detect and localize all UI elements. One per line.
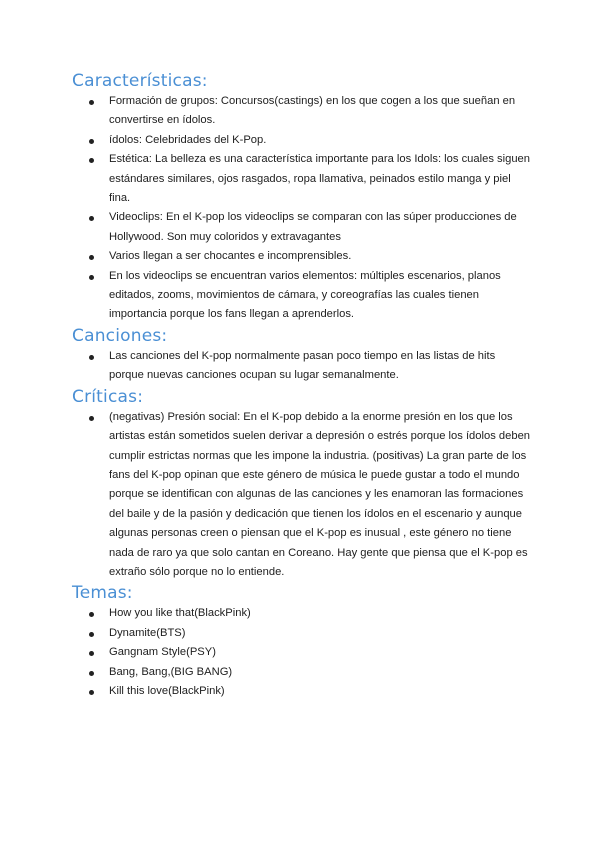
list-item-text: Kill this love(BlackPink) [109, 684, 225, 697]
list-item-text: Las canciones del K-pop normalmente pasan poco tiempo en las listas de hits porque nuevas canciones ocupan su lugar semanalmente. [109, 349, 496, 382]
heading-canciones: Canciones: [72, 325, 168, 346]
bullet-icon [89, 355, 94, 360]
list-item-text: ídolos: Celebridades del K-Pop. [109, 133, 267, 146]
list-item-text: En los videoclips se encuentran varios elementos: múltiples escenarios, planos editados, zooms, movimientos de cámara, y coreografías las cuales tienen importancia porque los fans llegan a aprenderlos. [109, 269, 501, 321]
bullet-icon [89, 275, 94, 280]
list-item [72, 643, 532, 662]
bullet-icon [89, 612, 94, 617]
list-item [72, 347, 532, 386]
bullet-icon [89, 632, 94, 637]
bullet-icon [89, 690, 94, 695]
list-item-text: Gangnam Style(PSY) [109, 646, 216, 659]
list-item-text: Formación de grupos: Concursos(castings) en los que cogen a los que sueñan en convertirse en ídolos. [109, 95, 516, 127]
heading-temas: Temas: [72, 583, 133, 604]
list-item [72, 624, 532, 643]
bullet-icon [89, 139, 94, 144]
list-temas [72, 604, 532, 701]
bullet-icon [89, 651, 94, 656]
heading-caracteristicas: Características: [72, 71, 208, 91]
list-item [72, 247, 532, 266]
list-item-text: Varios llegan a ser chocantes e incomprensibles. [109, 250, 352, 263]
list-item-text: Dynamite(BTS) [109, 626, 186, 639]
bullet-icon [89, 671, 94, 676]
bullet-icon [89, 216, 94, 221]
list-item-text: (negativas) Presión social: En el K-pop debido a la enorme presión en los que los artistas están sometidos suelen derivar a depresión o estrés porque los ídolos deben cumplir estrictas normas que les impone la industria. (positivas) La gran parte de los fans del K-pop opinan que este género de música le puede gustar a todo el mundo porque se identifican con algunas de las canciones y les enamoran las formaciones del baile y de la pasión y dedicación que tienen los ídolos en el escenario y aunque algunas personas creen o piensan que el K-pop es inusual , este género no tiene nada de raro ya que solo cantan en Coreano. Hay gente que piensa que el K-pop es extraño sólo porque no lo entiende. [109, 410, 531, 578]
list-criticas [72, 408, 532, 583]
list-item [72, 408, 532, 583]
list-canciones [72, 347, 532, 386]
bullet-icon [89, 416, 94, 421]
list-item [72, 208, 532, 247]
document-content [72, 70, 532, 701]
list-item [72, 267, 532, 325]
list-item [72, 131, 532, 150]
heading-criticas: Críticas: [72, 386, 144, 407]
list-item-text: How you like that(BlackPink) [109, 607, 251, 620]
list-item [72, 604, 532, 623]
list-item [72, 663, 532, 682]
list-item [72, 92, 532, 131]
list-item-text: Videoclips: En el K-pop los videoclips se comparan con las súper producciones de Hollywood. Son muy coloridos y extravagantes [109, 211, 517, 243]
bullet-icon [89, 100, 94, 105]
bullet-icon [89, 158, 94, 163]
list-item [72, 150, 532, 208]
list-item [72, 682, 532, 701]
list-item-text: Bang, Bang,(BIG BANG) [109, 665, 233, 678]
list-caracteristicas [72, 92, 532, 325]
list-item-text: Estética: La belleza es una característica importante para los Idols: los cuales siguen estándares similares, ojos rasgados, ropa llamativa, peinados estilo manga y piel fina. [109, 153, 531, 205]
bullet-icon [89, 255, 94, 260]
